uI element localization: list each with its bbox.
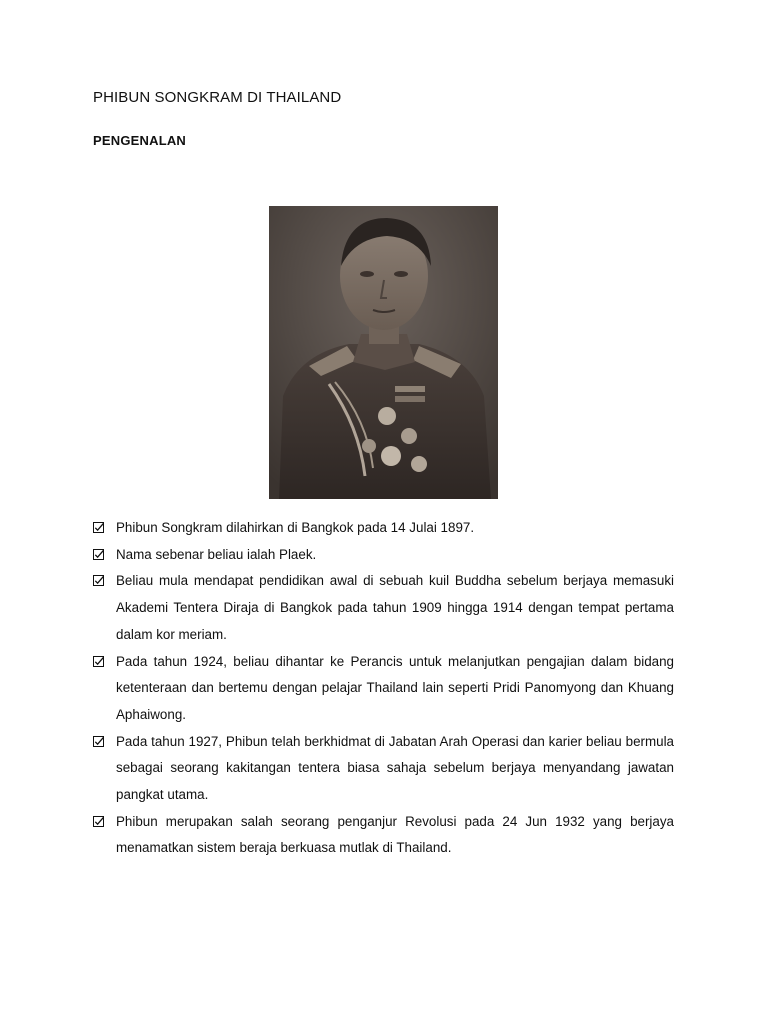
checked-box-icon — [93, 549, 104, 560]
list-item-text: Phibun Songkram dilahirkan di Bangkok pada 14 Julai 1897. — [116, 520, 475, 535]
list-item — [93, 809, 674, 862]
list-item-text: Pada tahun 1924, beliau dihantar ke Perancis untuk melanjutkan pengajian dalam bidang ketenteraan dan bertemu dengan pelajar Thailand lain seperti Pridi Panomyong dan Khuang Aphaiwong. — [116, 653, 674, 722]
section-heading: PENGENALAN — [93, 133, 187, 148]
list-item-text: Phibun merupakan salah seorang penganjur Revolusi pada 24 Jun 1932 yang berjaya menamatkan sistem beraja berkuasa mutlak di Thailand. — [116, 813, 674, 856]
checked-box-icon — [93, 575, 104, 586]
list-item-text: Pada tahun 1927, Phibun telah berkhidmat di Jabatan Arah Operasi dan karier beliau bermula sebagai seorang kakitangan tentera biasa sahaja sebelum berjaya menyandang jawatan pangkat utama. — [116, 733, 674, 803]
portrait-photo — [269, 206, 498, 499]
list-item — [93, 542, 674, 569]
document-title: PHIBUN SONGKRAM DI THAILAND — [93, 89, 342, 106]
checked-box-icon — [93, 522, 104, 533]
list-item-text: Nama sebenar beliau ialah Plaek. — [116, 546, 317, 562]
list-item — [93, 729, 674, 809]
list-item — [93, 649, 674, 729]
list-item — [93, 515, 674, 542]
checked-box-icon — [93, 816, 104, 827]
checked-box-icon — [93, 736, 104, 747]
bullet-list — [93, 515, 674, 862]
checked-box-icon — [93, 656, 104, 667]
list-item — [93, 568, 674, 648]
list-item-text: Beliau mula mendapat pendidikan awal di sebuah kuil Buddha sebelum berjaya memasuki Akademi Tentera Diraja di Bangkok pada tahun 1909 hingga 1914 dengan tempat pertama dalam kor meriam. — [116, 573, 674, 642]
